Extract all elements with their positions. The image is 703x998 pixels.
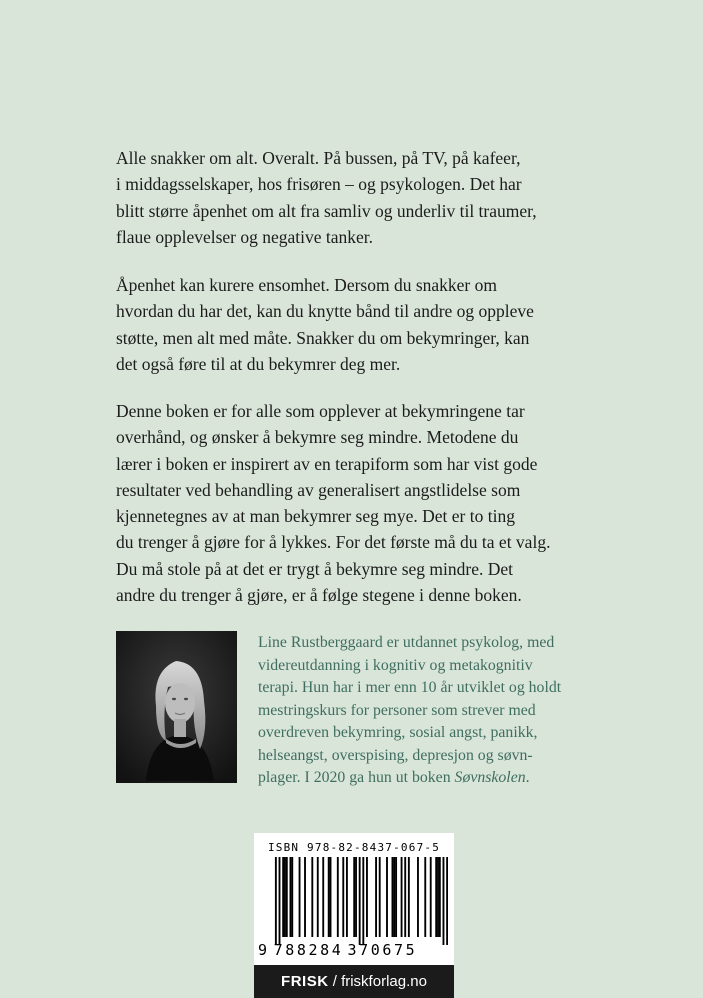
bio-period: .: [525, 769, 530, 786]
barcode-bar: [328, 857, 330, 937]
barcode-bar: [417, 857, 419, 937]
text-line: flaue opplevelser og negative tanker.: [116, 226, 374, 247]
barcode-bar: [342, 857, 344, 937]
barcode-bar: [395, 857, 397, 937]
blurb-paragraph-1: [116, 145, 596, 250]
barcode-bar: [346, 857, 348, 937]
barcode-bar: [279, 857, 281, 945]
author-bio: [258, 632, 598, 790]
barcode-bar: [424, 857, 426, 937]
barcode-bar: [330, 857, 332, 937]
barcode-bar: [290, 857, 292, 937]
barcode-bar: [286, 857, 288, 937]
bio-line: Line Rustberggaard er utdannet psykolog, med: [258, 634, 555, 651]
publisher-separator: /: [328, 973, 342, 990]
barcode-bar: [366, 857, 368, 937]
barcode-bar: [401, 857, 403, 937]
text-line: resultater ved behandling av generalisert angstlidelse som: [116, 479, 521, 500]
barcode-bar: [404, 857, 406, 937]
text-line: Du må stole på at det er trygt å bekymre seg mindre. Det: [116, 558, 514, 579]
barcode-bar: [408, 857, 410, 937]
barcode-bar: [282, 857, 284, 937]
text-line: støtte, men alt med måte. Snakker du om bekymringer, kan: [116, 327, 530, 348]
book-title: Søvnskolen: [454, 769, 526, 786]
barcode-bar: [337, 857, 339, 937]
text-line: i middagsselskaper, hos frisøren – og psykologen. Det har: [116, 174, 522, 195]
publisher-footer: [254, 965, 454, 998]
publisher-brand: FRISK: [281, 973, 329, 990]
bio-line: overdreven bekymring, sosial angst, panikk,: [258, 724, 538, 741]
isbn-barcode: [254, 833, 454, 965]
text-line: Alle snakker om alt. Overalt. På bussen, på TV, på kafeer,: [116, 148, 521, 168]
ean-digits: [258, 941, 454, 959]
barcode-bar: [446, 857, 448, 945]
barcode-bar: [322, 857, 324, 937]
barcode-bar: [353, 857, 355, 937]
author-portrait-image: [116, 631, 237, 783]
text-line: Denne boken er for alle som opplever at bekymringene tar: [116, 401, 525, 421]
barcode-bar: [386, 857, 388, 937]
barcode-bar: [443, 857, 445, 945]
barcode-bar: [362, 857, 364, 945]
isbn-label: ISBN 978-82-8437-067-5: [267, 841, 441, 854]
bio-line: terapi. Hun har i mer enn 10 år utviklet og holdt: [258, 679, 562, 696]
barcode-bars: [264, 857, 448, 949]
bio-line: mestringskurs for personer som strever med: [258, 701, 536, 719]
barcode-bar: [311, 857, 313, 937]
barcode-bar: [435, 857, 437, 937]
barcode-bar: [291, 857, 293, 937]
barcode-bar: [379, 857, 381, 937]
text-line: det også føre til at du bekymrer deg mer.: [116, 353, 401, 374]
ean-left-group: 788284: [273, 941, 344, 959]
ean-first-digit: 9: [258, 941, 270, 959]
barcode-bar: [355, 857, 357, 937]
text-line: kjennetegnes av at man bekymrer seg mye. Det er to ting: [116, 506, 515, 527]
text-line: andre du trenger å gjøre, er å følge stegene i denne boken.: [116, 585, 522, 606]
bio-line: helseangst, overspising, depresjon og søvn-: [258, 746, 533, 764]
barcode-bar: [359, 857, 361, 945]
barcode-bar: [437, 857, 439, 937]
barcode-bar: [275, 857, 277, 945]
publisher-website: friskforlag.no: [341, 973, 427, 990]
barcode-bar: [304, 857, 306, 937]
bio-line: videreutdanning i kognitiv og metakognitiv: [258, 656, 533, 674]
barcode-bar: [284, 857, 286, 937]
text-line: overhånd, og ønsker å bekymre seg mindre. Metodene du: [116, 427, 519, 448]
text-line: lærer i boken er inspirert av en terapiform som har vist gode: [116, 453, 538, 474]
text-line: hvordan du har det, kan du knytte bånd til andre og oppleve: [116, 301, 534, 322]
text-line: blitt større åpenhet om alt fra samliv og underliv til traumer,: [116, 200, 537, 221]
barcode-bar: [375, 857, 377, 937]
barcode-bar: [393, 857, 395, 937]
barcode-bar: [430, 857, 432, 937]
author-photo: [116, 631, 237, 783]
blurb-paragraph-3: [116, 398, 596, 608]
barcode-bar: [317, 857, 319, 937]
barcode-bar: [392, 857, 394, 937]
blurb-paragraph-2: [116, 272, 596, 377]
bio-text: plager. I 2020 ga hun ut boken: [258, 769, 455, 786]
text-line: du trenger å gjøre for å lykkes. For det første må du ta et valg.: [116, 532, 551, 553]
barcode-bar: [299, 857, 301, 937]
bio-line-last: [258, 767, 598, 790]
text-line: Åpenhet kan kurere ensomhet. Dersom du snakker om: [116, 275, 498, 295]
barcode-bar: [439, 857, 441, 937]
ean-right-group: 370675: [347, 941, 418, 959]
